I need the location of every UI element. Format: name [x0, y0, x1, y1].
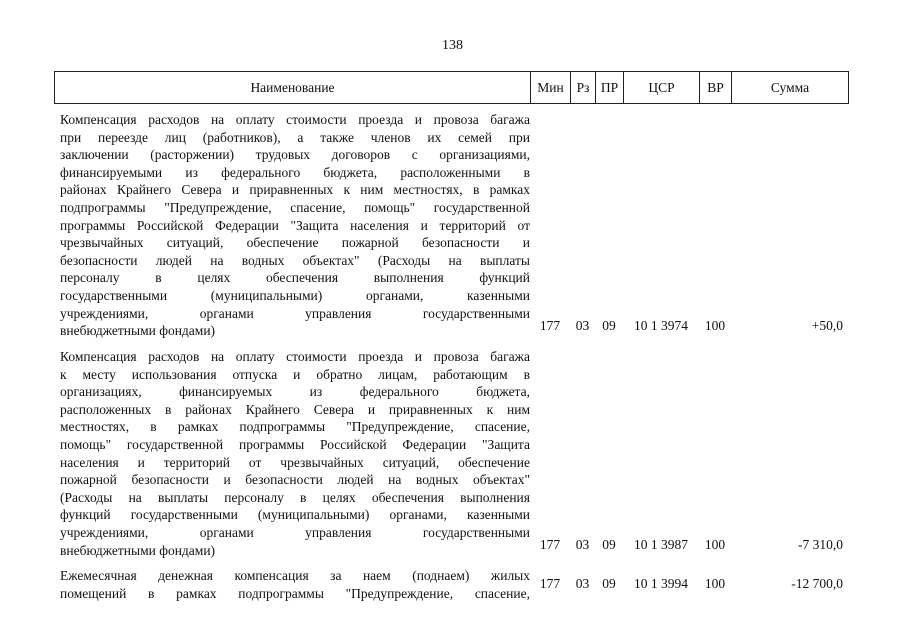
text-line: программы Российской Федерации "Защита населения и территорий от	[60, 217, 530, 233]
text-line: помещений в рамках подпрограммы "Предупреждение, спасение,	[60, 585, 530, 601]
cell-pr: 09	[602, 576, 616, 591]
text-line: подпрограммы "Предупреждение, спасение, помощь" государственной	[60, 199, 530, 215]
row-description	[60, 111, 530, 340]
cell-min: 177	[539, 537, 561, 552]
text-line: персоналу в целях обеспечения выполнения функций	[60, 270, 530, 286]
row-description	[60, 348, 530, 559]
cell-csr: 10 1 3994	[634, 576, 688, 591]
text-line: внебюджетными фондами)	[60, 323, 216, 339]
row-codes	[530, 576, 849, 592]
text-line: местностях, в рамках подпрограммы "Предупреждение, спасение,	[60, 419, 530, 435]
page-number: 138	[442, 38, 463, 53]
table-row	[54, 111, 849, 340]
row-description	[60, 567, 530, 602]
cell-rz: 03	[575, 537, 590, 552]
text-line: заключении (расторжении) трудовых договоров с организациями,	[60, 147, 530, 163]
table-header	[54, 71, 849, 104]
text-line: функций государственными (муниципальными) органами, казенными	[60, 507, 530, 523]
cell-csr: 10 1 3974	[634, 318, 688, 333]
text-line: расположенных в районах Крайнего Севера и приравненных к ним	[60, 401, 530, 417]
text-line: учреждениями, органами управления государственными	[60, 524, 530, 540]
text-line: районах Крайнего Севера и приравненных к ним местностях, в рамках	[60, 182, 530, 198]
table-row	[54, 567, 849, 602]
row-codes	[530, 537, 849, 553]
text-line: безопасности людей на водных объектах" (Расходы на выплаты	[60, 252, 530, 268]
text-line: Компенсация расходов на оплату стоимости проезда и провоза багажа	[60, 112, 530, 127]
cell-pr: 09	[602, 318, 616, 333]
header-pr: ПР	[596, 72, 624, 103]
cell-sum: -12 700,0	[791, 576, 843, 591]
text-line: помощь" государственной программы Российской Федерации "Защита	[60, 436, 530, 452]
text-line: финансируемыми из федерального бюджета, расположенными в	[60, 164, 530, 180]
cell-rz: 03	[575, 318, 590, 333]
text-line: к месту использования отпуска и обратно лицам, работающим в	[60, 366, 530, 382]
text-line: внебюджетными фондами)	[60, 542, 216, 558]
text-line: государственными (муниципальными) органами, казенными	[60, 287, 530, 303]
text-line: (Расходы на выплаты персоналу в целях обеспечения выполнения	[60, 489, 530, 505]
text-line: при переезде лиц (работников), а также членов их семей при	[60, 129, 530, 145]
header-sum: Сумма	[770, 79, 810, 95]
cell-pr: 09	[602, 537, 616, 552]
cell-vr: 100	[704, 576, 726, 591]
row-codes	[530, 318, 849, 334]
header-vr: ВР	[700, 72, 732, 103]
text-line: учреждениями, органами управления государственными	[60, 305, 530, 321]
text-line: Компенсация расходов на оплату стоимости проезда и провоза багажа	[60, 349, 530, 364]
header-csr: ЦСР	[624, 72, 700, 103]
text-line: чрезвычайных ситуаций, обеспечение пожарной безопасности и	[60, 235, 530, 251]
cell-sum: -7 310,0	[798, 537, 843, 552]
cell-vr: 100	[704, 318, 726, 333]
table-row	[54, 348, 849, 559]
cell-vr: 100	[704, 537, 726, 552]
cell-rz: 03	[575, 576, 590, 591]
text-line: Ежемесячная денежная компенсация за наем (поднаем) жилых	[60, 568, 530, 583]
header-name: Наименование	[55, 72, 531, 103]
header-rz: Рз	[571, 72, 596, 103]
text-line: пожарной безопасности и безопасности людей на водных объектах"	[60, 472, 530, 488]
cell-sum: +50,0	[811, 318, 843, 333]
cell-min: 177	[539, 576, 561, 591]
text-line: организациях, финансируемых из федерального бюджета,	[60, 384, 530, 400]
cell-csr: 10 1 3987	[634, 537, 688, 552]
header-min: Мин	[531, 72, 571, 103]
text-line: населения и территорий от чрезвычайных ситуаций, обеспечение	[60, 454, 530, 470]
cell-min: 177	[539, 318, 561, 333]
